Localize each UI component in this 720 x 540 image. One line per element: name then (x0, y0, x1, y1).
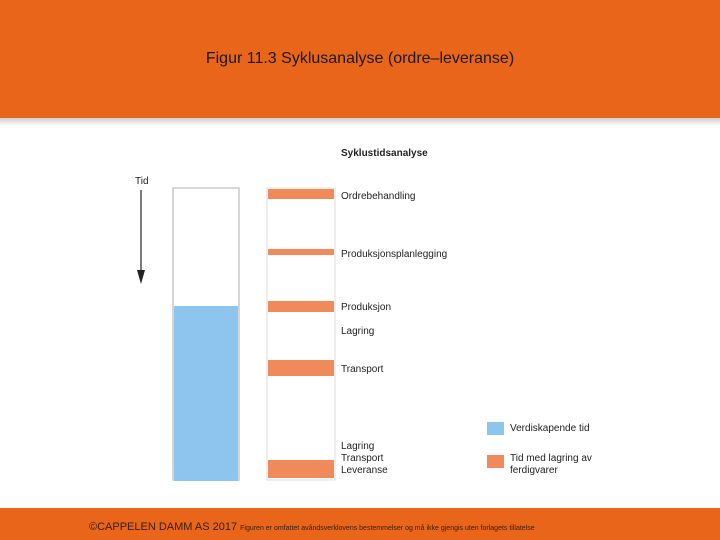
band-ordrebehandling (268, 189, 334, 199)
diagram-heading: Syklustidsanalyse (341, 148, 428, 159)
cycle-time-column (172, 187, 242, 483)
legend-label: Tid med lagring av (510, 453, 592, 464)
stage-label: Transport (341, 453, 384, 464)
copyright-note: Figuren er omfattet avåndsverklovens bestemmelser og må ikke gjengis uten forlagets tillatelse (240, 525, 535, 532)
copyright-brand: ©CAPPELEN DAMM AS 2017 (89, 521, 238, 533)
legend-swatch-storage (487, 455, 504, 468)
stage-label: Ordrebehandling (341, 191, 416, 202)
time-axis-label: Tid (135, 176, 149, 187)
band-produksjonsplanlegging (268, 249, 334, 255)
legend-swatch-value-added (487, 422, 504, 435)
stage-label: Produksjon (341, 302, 392, 313)
band-leveranse (268, 460, 334, 478)
copyright-line (89, 517, 535, 535)
stage-label: Leveranse (341, 465, 388, 476)
stage-label: Lagring (341, 441, 375, 452)
footer-bar (0, 508, 720, 540)
band-produksjon (268, 301, 334, 312)
legend-label: ferdigvarer (510, 465, 558, 476)
slide-title: Figur 11.3 Syklusanalyse (ordre–leveranse) (205, 50, 515, 67)
banner-shadow (0, 118, 720, 126)
title-banner (0, 0, 720, 118)
stage-label: Lagring (341, 326, 375, 337)
stage-label: Transport (341, 364, 384, 375)
legend-label: Verdiskapende tid (510, 423, 590, 434)
band-transport (268, 360, 334, 376)
value-added-fill (174, 306, 238, 481)
time-arrow-icon (134, 188, 148, 288)
stage-label: Produksjonsplanlegging (341, 249, 448, 260)
stage-column (266, 187, 338, 483)
